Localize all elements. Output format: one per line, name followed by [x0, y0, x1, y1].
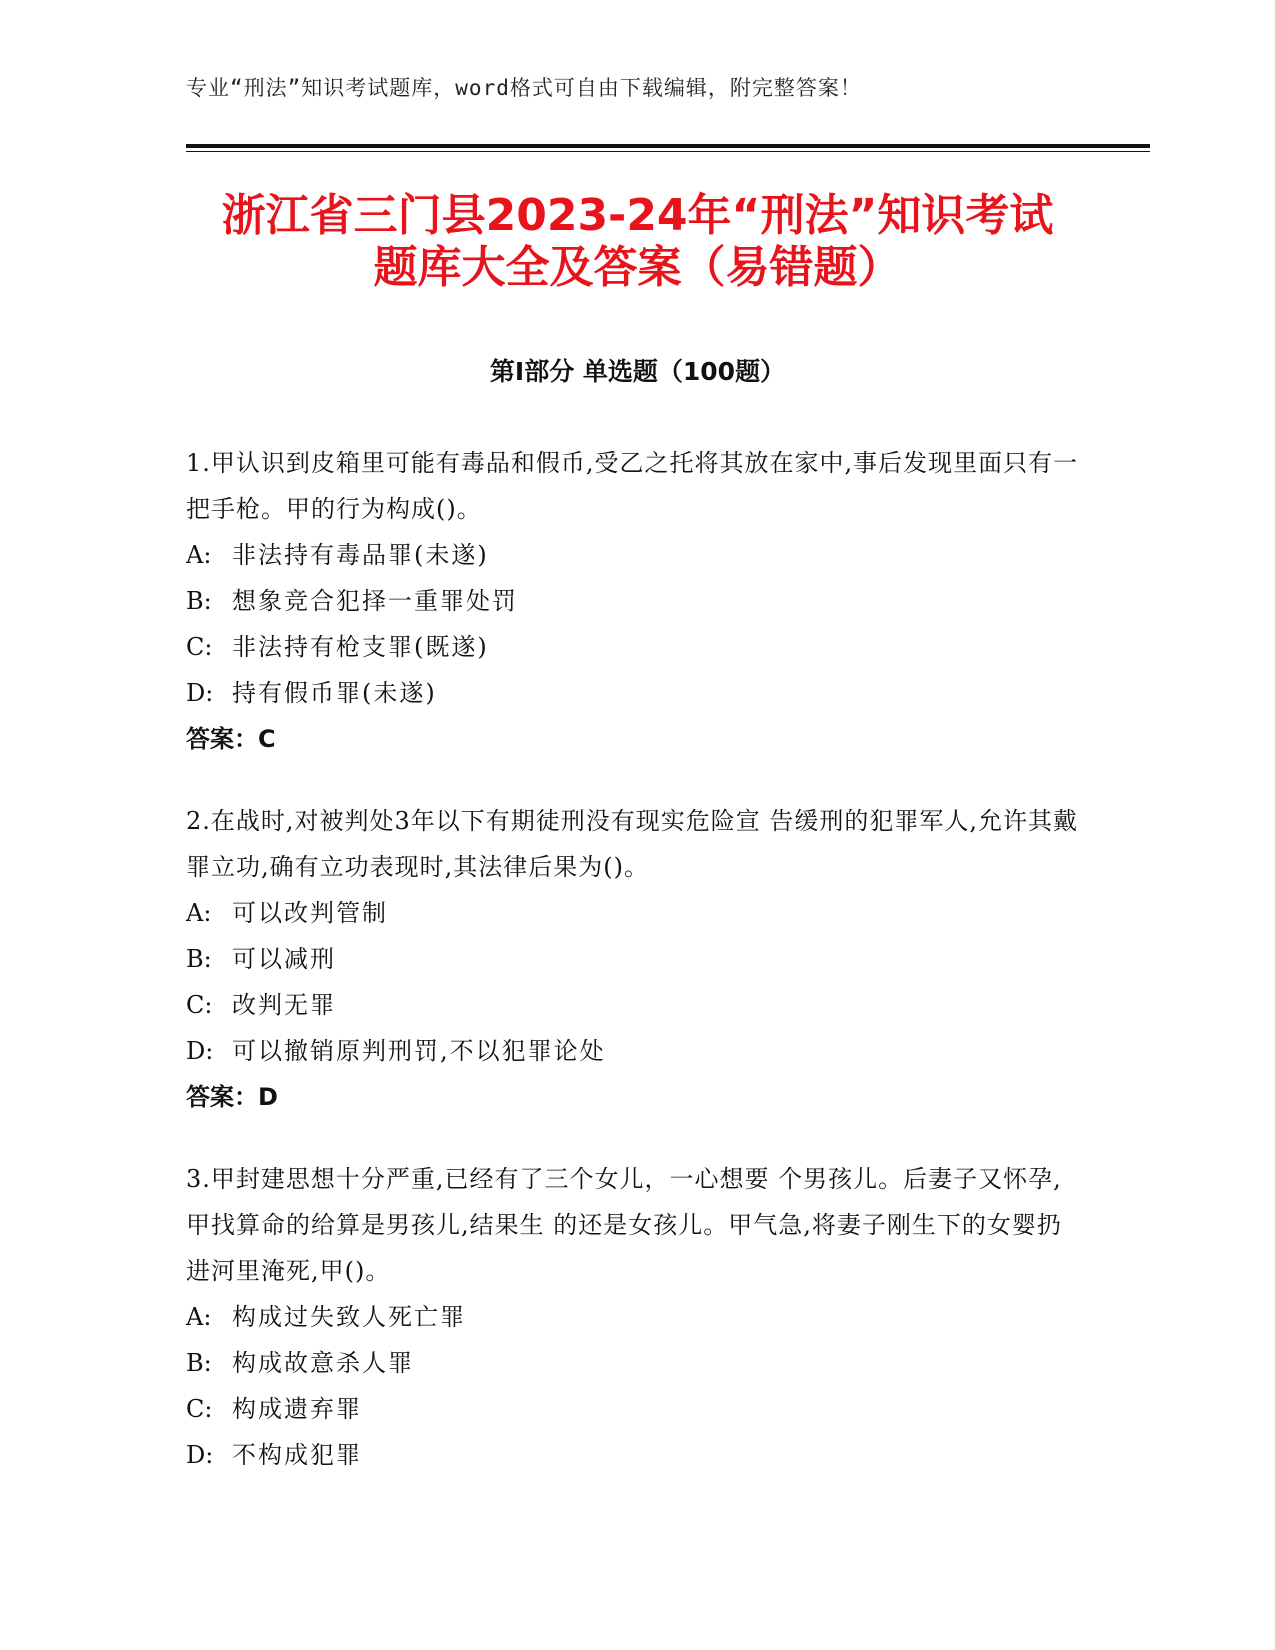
option-key: A: [186, 899, 212, 927]
question-option [186, 1028, 1086, 1074]
question-stem: 1.甲认识到皮箱里可能有毒品和假币,受乙之托将其放在家中,事后发现里面只有一把手枪。甲的行为构成()。 [186, 449, 1079, 523]
answer-prefix: 答案： [186, 725, 258, 753]
option-text: 构成过失致人死亡罪 [232, 1303, 466, 1331]
option-text: 构成遗弃罪 [232, 1395, 362, 1423]
option-text: 不构成犯罪 [232, 1441, 362, 1469]
title-line-2: 题库大全及答案（易错题） [373, 242, 902, 293]
option-text: 构成故意杀人罪 [232, 1349, 414, 1377]
option-text: 改判无罪 [232, 991, 336, 1019]
option-key: C: [186, 991, 213, 1019]
header-rule-thin [186, 151, 1150, 152]
option-key: B: [186, 587, 212, 615]
question-option [186, 1340, 1086, 1386]
option-text: 可以改判管制 [232, 899, 388, 927]
answer-value: C [258, 725, 276, 753]
option-text: 非法持有枪支罪(既遂) [232, 633, 489, 661]
question-option [186, 624, 1086, 670]
option-key: B: [186, 945, 212, 973]
question-option [186, 1386, 1086, 1432]
document-title [150, 190, 1125, 294]
question-option [186, 1432, 1086, 1478]
question-option [186, 670, 1086, 716]
option-text: 可以撤销原判刑罚,不以犯罪论处 [232, 1037, 606, 1065]
option-key: D: [186, 679, 214, 707]
option-text: 非法持有毒品罪(未遂) [232, 541, 489, 569]
answer-line [186, 1074, 1086, 1120]
header-rule-thick [186, 144, 1150, 148]
title-line-1: 浙江省三门县2023-24年“刑法”知识考试 [221, 190, 1054, 241]
question-option [186, 578, 1086, 624]
header-note: 专业“刑法”知识考试题库，word格式可自由下载编辑，附完整答案！ [186, 76, 862, 100]
question-stem: 2.在战时,对被判处3年以下有期徒刑没有现实危险宣 告缓刑的犯罪军人,允许其戴罪立功,确有立功表现时,其法律后果为()。 [186, 807, 1079, 881]
option-key: D: [186, 1441, 214, 1469]
option-key: C: [186, 633, 213, 661]
answer-value: D [258, 1083, 278, 1111]
option-key: A: [186, 541, 212, 569]
answer-prefix: 答案： [186, 1083, 258, 1111]
question-option [186, 982, 1086, 1028]
question-option [186, 532, 1086, 578]
section-title: 第Ⅰ部分 单选题（100题） [489, 357, 786, 386]
option-text: 可以减刑 [232, 945, 336, 973]
option-text: 想象竞合犯择一重罪处罚 [232, 587, 518, 615]
option-key: C: [186, 1395, 213, 1423]
option-key: D: [186, 1037, 214, 1065]
question-item [186, 1156, 1086, 1478]
question-list [186, 440, 1086, 1514]
question-item [186, 440, 1086, 762]
question-item [186, 798, 1086, 1120]
option-text: 持有假币罪(未遂) [232, 679, 437, 707]
option-key: B: [186, 1349, 212, 1377]
option-key: A: [186, 1303, 212, 1331]
question-option [186, 890, 1086, 936]
question-stem: 3.甲封建思想十分严重,已经有了三个女儿，一心想要 个男孩儿。后妻子又怀孕,甲找算命的给算是男孩儿,结果生 的还是女孩儿。甲气急,将妻子刚生下的女婴扔进河里淹死,甲()。 [186, 1165, 1062, 1285]
question-option [186, 1294, 1086, 1340]
answer-line [186, 716, 1086, 762]
question-option [186, 936, 1086, 982]
